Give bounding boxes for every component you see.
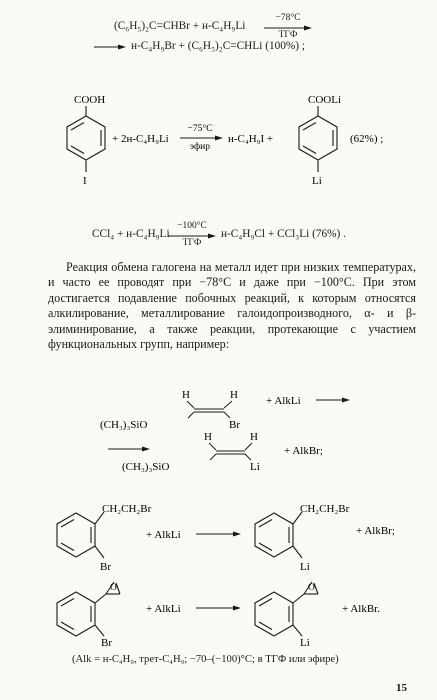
r2-li: Li: [312, 175, 322, 187]
paragraph-text: Реакция обмена галогена на металл идет при низких температурах, и часто ее проводят при −78°C и даже при −100°C. При этом достигается подавление побочных реакций, к которым относятся алкилирование, металлирование галоидопроизводного, α- и β-элиминирование, а также реакции, протекающие с участием функциональных групп, например:: [48, 260, 416, 352]
r4-p-li: Li: [250, 461, 260, 473]
r4-br: Br: [229, 419, 240, 431]
r6-reagent: + AlkLi: [146, 603, 181, 615]
r5-p-chain: CH₂CH₂Br: [300, 503, 350, 515]
reaction1-solvent: ТГФ: [278, 30, 298, 40]
reaction3-products: н-C₄H₉Cl + CCl₃Li (76%) .: [221, 228, 346, 240]
r5-br: Br: [100, 561, 111, 573]
r5-byproduct: + AlkBr;: [356, 525, 395, 537]
r4-h1: H: [182, 389, 190, 401]
reaction1-continuation-arrow: [94, 44, 126, 50]
reaction1-products: н-C₄H₉Br + (C₆H₅)₂C=CHLi (100%) ;: [131, 40, 306, 52]
r4-h2: H: [230, 389, 238, 401]
r6-p-li: Li: [300, 637, 310, 649]
r2-cooh: COOH: [74, 94, 106, 106]
r2-reagent: + 2н-C₄H₉Li: [112, 133, 169, 145]
r2-cooli: COOLi: [308, 94, 341, 106]
r6-br: Br: [101, 637, 112, 649]
reaction1-temp: −78°C: [275, 13, 301, 23]
r2-solvent: эфир: [189, 142, 211, 152]
r4-silyl: (CH₃)₃SiO: [100, 419, 148, 431]
r2-temp: −75°C: [187, 124, 213, 134]
r2-iodo: I: [83, 175, 87, 187]
benzene-ring-right: [299, 106, 337, 172]
reaction3-arrow: [168, 221, 216, 251]
r5-chain: CH₂CH₂Br: [102, 503, 152, 515]
r2-byproduct: н-C₄H₉I +: [228, 133, 274, 145]
reaction5-scheme: [36, 498, 416, 578]
r4-p-silyl: (CH₃)₃SiO: [122, 461, 170, 473]
benzene-ring-left: [67, 106, 105, 172]
reaction6-scheme: [36, 580, 416, 652]
body-paragraph: [48, 260, 416, 352]
r5-p-li: Li: [300, 561, 310, 573]
reaction3-solvent: ТГФ: [182, 238, 202, 248]
reaction4-scheme: [90, 382, 430, 497]
footnote-conditions: (Alk = н-C₄H₉, трет-C₄H₉; −70–(−100)°C; в ТГФ или эфире): [72, 654, 339, 665]
r6-oxygen: O: [110, 583, 117, 593]
r4-p-h1: H: [204, 431, 212, 443]
reaction1-arrow: [264, 13, 312, 43]
r5-ring-right: [255, 512, 302, 558]
page-number: 15: [396, 682, 407, 694]
r6-byproduct: + AlkBr.: [342, 603, 380, 615]
r4-reagent: + AlkLi: [266, 395, 301, 407]
r5-reagent: + AlkLi: [146, 529, 181, 541]
r6-p-oxygen: O: [308, 583, 315, 593]
r2-yield: (62%) ;: [350, 133, 384, 145]
reaction2-scheme: [60, 90, 400, 200]
reaction1-reactants: (C₆H₅)₂C=CHBr + н-C₄H₉Li: [114, 20, 246, 32]
r4-p-h2: H: [250, 431, 258, 443]
reaction3-temp: −100°C: [177, 221, 207, 231]
reaction3-reactants: CCl₄ + н-C₄H₉Li: [92, 228, 170, 240]
r4-byproduct: + AlkBr;: [284, 445, 323, 457]
r5-ring-left: [57, 512, 104, 558]
